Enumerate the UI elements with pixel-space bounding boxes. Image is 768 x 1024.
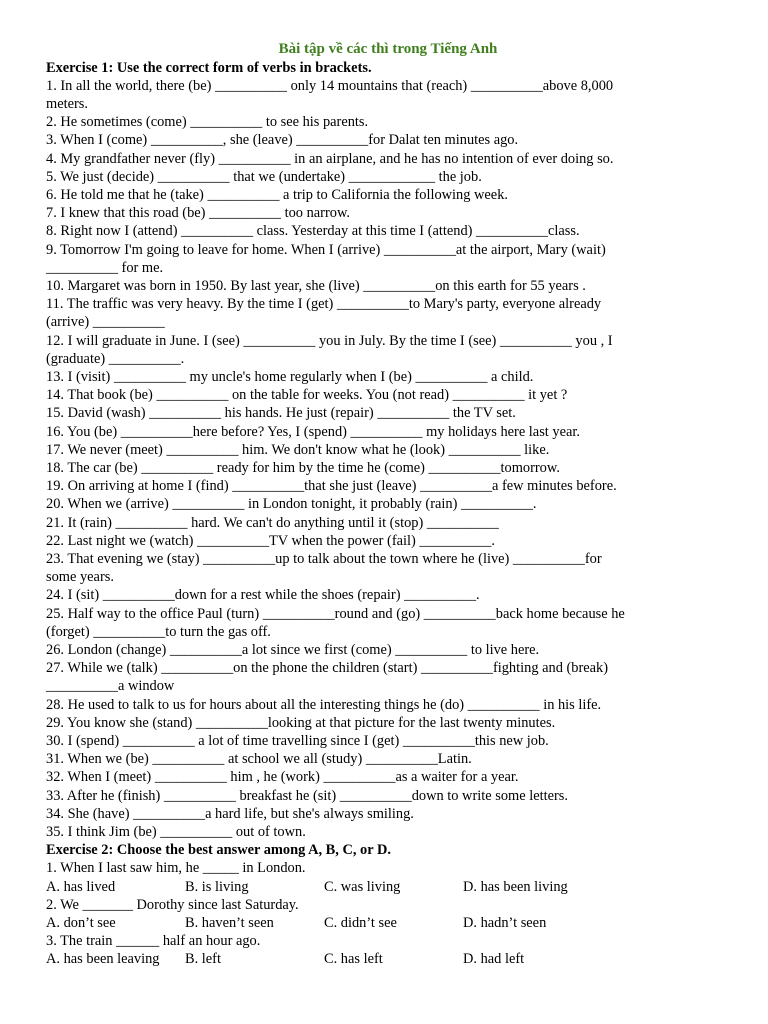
answer-option-d: D. hadn’t seen bbox=[463, 915, 547, 932]
answer-option-b: B. is living bbox=[185, 878, 249, 895]
answer-option-a: A. don’t see bbox=[46, 915, 116, 932]
exercise1-line: 35. I think Jim (be) __________ out of town. bbox=[46, 824, 306, 841]
worksheet bbox=[46, 40, 716, 969]
exercise1-line: 5. We just (decide) __________ that we (undertake) ____________ the job. bbox=[46, 168, 482, 185]
exercise1-line: some years. bbox=[46, 569, 114, 586]
exercise1-line: 6. He told me that he (take) __________ a trip to California the following week. bbox=[46, 186, 508, 203]
answer-option-a: A. has been leaving bbox=[46, 951, 160, 968]
exercise1-line: 10. Margaret was born in 1950. By last year, she (live) __________on this earth for 55 years . bbox=[46, 277, 586, 294]
exercise1-line: 9. Tomorrow I'm going to leave for home. When I (arrive) __________at the airport, Mary (wait) bbox=[46, 241, 606, 258]
exercise1-list bbox=[46, 77, 716, 842]
answer-options bbox=[46, 878, 716, 896]
exercise1-line: 7. I knew that this road (be) __________ too narrow. bbox=[46, 205, 351, 222]
exercise1-line: 33. After he (finish) __________ breakfast he (sit) __________down to write some letters. bbox=[46, 787, 568, 804]
exercise1-line: __________a window bbox=[46, 678, 175, 695]
exercise1-line: 27. While we (talk) __________on the phone the children (start) __________fighting and (break) bbox=[46, 660, 609, 677]
answer-option-c: C. has left bbox=[324, 951, 383, 968]
exercise1-line: 24. I (sit) __________down for a rest while the shoes (repair) __________. bbox=[46, 587, 480, 604]
exercise1-line: (arrive) __________ bbox=[46, 314, 165, 331]
question-stem: 1. When I last saw him, he _____ in London. bbox=[46, 860, 306, 877]
exercise1-line: 18. The car (be) __________ ready for him by the time he (come) __________tomorrow. bbox=[46, 459, 560, 476]
exercise1-heading: Exercise 1: Use the correct form of verbs in brackets. bbox=[46, 59, 372, 76]
answer-option-b: B. left bbox=[185, 951, 221, 968]
exercise1-line: 30. I (spend) __________ a lot of time travelling since I (get) __________this new job. bbox=[46, 733, 549, 750]
exercise1-line: (graduate) __________. bbox=[46, 350, 185, 367]
exercise1-line: 11. The traffic was very heavy. By the time I (get) __________to Mary's party, everyone already bbox=[46, 296, 602, 313]
exercise1-line: 31. When we (be) __________ at school we all (study) __________Latin. bbox=[46, 751, 472, 768]
exercise1-line: 16. You (be) __________here before? Yes, I (spend) __________ my holidays here last year. bbox=[46, 423, 580, 440]
exercise1-line: 29. You know she (stand) __________looking at that picture for the last twenty minutes. bbox=[46, 714, 556, 731]
exercise1-line: (forget) __________to turn the gas off. bbox=[46, 623, 271, 640]
exercise1-line: 14. That book (be) __________ on the table for weeks. You (not read) __________ it yet ? bbox=[46, 387, 568, 404]
exercise2-heading: Exercise 2: Choose the best answer among A, B, C, or D. bbox=[46, 842, 391, 859]
answer-option-d: D. has been living bbox=[463, 878, 568, 895]
exercise1-line: 25. Half way to the office Paul (turn) __________round and (go) __________back home because he bbox=[46, 605, 625, 622]
exercise1-line: 4. My grandfather never (fly) __________ in an airplane, and he has no intention of ever doing so. bbox=[46, 150, 614, 167]
answer-option-b: B. haven’t seen bbox=[185, 915, 274, 932]
answer-option-c: C. was living bbox=[324, 878, 401, 895]
exercise2-list bbox=[46, 859, 716, 968]
exercise1-line: 17. We never (meet) __________ him. We don't know what he (look) __________ like. bbox=[46, 441, 550, 458]
exercise1-line: 13. I (visit) __________ my uncle's home regularly when I (be) __________ a child. bbox=[46, 368, 534, 385]
exercise1-line: 20. When we (arrive) __________ in London tonight, it probably (rain) __________. bbox=[46, 496, 537, 513]
exercise1-line: meters. bbox=[46, 95, 88, 112]
page-title: Bài tập về các thì trong Tiếng Anh bbox=[278, 41, 498, 57]
exercise1-line: 1. In all the world, there (be) __________ only 14 mountains that (reach) __________above 8,000 bbox=[46, 77, 614, 94]
answer-option-c: C. didn’t see bbox=[324, 915, 397, 932]
answer-options bbox=[46, 950, 716, 968]
question-stem: 3. The train ______ half an hour ago. bbox=[46, 933, 261, 950]
exercise1-line: 21. It (rain) __________ hard. We can't do anything until it (stop) __________ bbox=[46, 514, 499, 531]
exercise1-line: 28. He used to talk to us for hours about all the interesting things he (do) __________ in his life. bbox=[46, 696, 602, 713]
exercise1-line: 19. On arriving at home I (find) __________that she just (leave) __________a few minutes before. bbox=[46, 478, 617, 495]
exercise1-line: 34. She (have) __________a hard life, but she's always smiling. bbox=[46, 805, 414, 822]
question-stem: 2. We _______ Dorothy since last Saturday. bbox=[46, 896, 299, 913]
exercise1-line: 12. I will graduate in June. I (see) __________ you in July. By the time I (see) __________ you , I bbox=[46, 332, 613, 349]
exercise1-line: 8. Right now I (attend) __________ class. Yesterday at this time I (attend) __________class. bbox=[46, 223, 580, 240]
answer-option-a: A. has lived bbox=[46, 878, 116, 895]
exercise1-line: 3. When I (come) __________, she (leave) __________for Dalat ten minutes ago. bbox=[46, 132, 519, 149]
exercise1-line: __________ for me. bbox=[46, 259, 164, 276]
answer-options bbox=[46, 914, 716, 932]
exercise1-line: 15. David (wash) __________ his hands. He just (repair) __________ the TV set. bbox=[46, 405, 516, 422]
answer-option-d: D. had left bbox=[463, 951, 525, 968]
exercise1-line: 22. Last night we (watch) __________TV when the power (fail) __________. bbox=[46, 532, 495, 549]
exercise1-line: 32. When I (meet) __________ him , he (work) __________as a waiter for a year. bbox=[46, 769, 519, 786]
exercise1-line: 2. He sometimes (come) __________ to see his parents. bbox=[46, 114, 369, 131]
exercise1-line: 26. London (change) __________a lot since we first (come) __________ to live here. bbox=[46, 642, 540, 658]
exercise1-line: 23. That evening we (stay) __________up to talk about the town where he (live) __________for bbox=[46, 550, 602, 567]
